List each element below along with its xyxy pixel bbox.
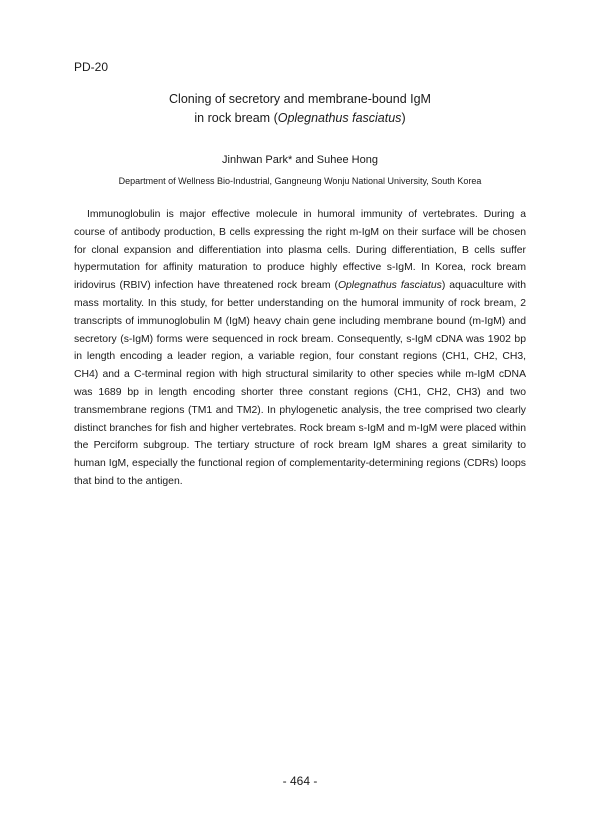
abstract-text-part2: ) aquaculture with mass mortality. In this study, for better understanding on the humoral immunity of rock bream, 2 transcripts of immunoglobulin M (IgM) heavy chain gene including membrane bound (m-IgM) and secretory (s-IgM) forms were sequenced in rock bream. Consequently, s-IgM cDNA was 1902 bp in length encoding a leader region, a variable region, four constant regions (CH1, CH2, CH3, CH4) and a C-terminal region with high structural similarity to other species while m-IgM cDNA was 1689 bp in length encoding shorter three constant regions (CH1, CH2, CH3) and two transmembrane regions (TM1 and TM2). In phylogenetic analysis, the tree comprised two clearly distinct branches for fish and higher vertebrates. Rock bream s-IgM and m-IgM were placed within the Perciform subgroup. The tertiary structure of rock bream IgM shares a great similarity to human IgM, especially the functional region of complementarity-determining regions (CDRs) loops that bind to the antigen. xyxy=(74,280,526,487)
title-species-name: Oplegnathus fasciatus xyxy=(277,111,402,125)
authors: Jinhwan Park* and Suhee Hong xyxy=(222,154,378,166)
title-line-2-prefix: in rock bream ( xyxy=(194,111,278,125)
title-line-2-suffix: ) xyxy=(401,111,406,125)
presentation-code: PD-20 xyxy=(74,60,109,74)
abstract-body xyxy=(74,206,526,491)
abstract-text-part1: Immunoglobulin is major effective molecule in humoral immunity of vertebrates. During a course of antibody production, B cells expressing the right m-IgM on their surface will be chosen for clonal expansion and differentiation into plasma cells. During differentiation, B cells suffer hypermutation for affinity maturation to produce highly effective s-IgM. In Korea, rock bream iridovirus (RBIV) infection have threatened rock bream ( xyxy=(74,209,526,292)
page-number: - 464 - xyxy=(282,774,318,788)
title-line-1: Cloning of secretory and membrane-bound IgM xyxy=(169,92,431,106)
abstract-species-name: Oplegnathus fasciatus xyxy=(337,280,442,292)
paper-title xyxy=(0,90,600,128)
title-line-2 xyxy=(0,109,600,128)
affiliation: Department of Wellness Bio-Industrial, Gangneung Wonju National University, South Korea xyxy=(118,176,482,186)
